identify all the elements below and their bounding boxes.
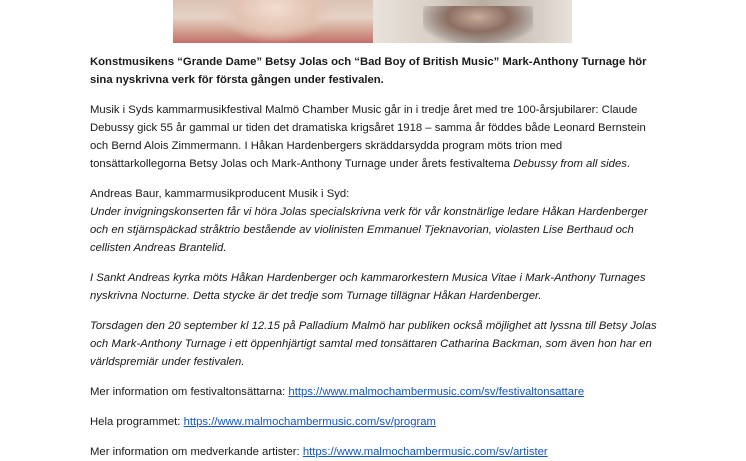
festival-theme: Debussy from all sides <box>513 158 627 170</box>
link-artists-row <box>90 443 660 461</box>
header-photos <box>173 0 572 43</box>
talk-paragraph: Torsdagen den 20 september kl 12.15 på Palladium Malmö har publiken också möjlighet att lyssna till Betsy Jolas och Mark-Anthony Turnage i ett öppenhjärtigt samtal med tonsättaren Catharina Backman, som även hon har en världspremiär under festivalen. <box>90 320 657 368</box>
link-festival-composers-row <box>90 383 660 401</box>
intro-text: Musik i Syds kammarmusikfestival Malmö Chamber Music går in i tredje året med tre 100-årsjubilarer: Claude Debussy gick 55 år gammal ur tiden det dramatiska krigsåret 1918 – samma år föddes både Leonard Bernstein och Bernd Alois Zimmermann. I Håkan Hardenbergers skräddarsydda program möts trion med tonsättarkollegorna Betsy Jolas och Mark-Anthony Turnage under årets festivaltema <box>90 104 646 170</box>
link-label: Mer information om festivaltonsättarna: <box>90 386 286 398</box>
link-program[interactable]: https://www.malmochambermusic.com/sv/program <box>183 416 436 428</box>
intro-end: . <box>626 158 631 170</box>
quote-block <box>90 185 660 257</box>
link-artists[interactable]: https://www.malmochambermusic.com/sv/artister <box>302 446 548 458</box>
quote-text: Under invigningskonserten får vi höra Jolas specialskrivna verk för vår konstnärlige ledare Håkan Hardenberger och en stjärnspäckad stråktrio bestående av violinisten Emmanuel Tjeknavorian, violasten Lise Berthaud och cellisten Andreas Brantelid. <box>90 206 648 254</box>
link-program-row <box>90 413 660 431</box>
link-festival-composers[interactable]: https://www.malmochambermusic.com/sv/festivaltonsattare <box>288 386 585 398</box>
intro-paragraph <box>90 101 660 173</box>
lead-paragraph: Konstmusikens “Grande Dame” Betsy Jolas och “Bad Boy of British Music” Mark-Anthony Turnage hör sina nyskrivna verk för första gången under festivalen. <box>90 56 647 86</box>
link-label: Mer information om medverkande artister: <box>90 446 300 458</box>
photo-betsy-jolas <box>173 0 373 43</box>
link-label: Hela programmet: <box>90 416 181 428</box>
photo-mark-anthony-turnage <box>373 0 572 43</box>
quote-speaker: Andreas Baur, kammarmusikproducent Musik i Syd: <box>90 188 350 200</box>
nocturne-paragraph: I Sankt Andreas kyrka möts Håkan Hardenberger och kammarorkestern Musica Vitae i Mark-Anthony Turnages nyskrivna Nocturne. Detta stycke är det tredje som Turnage tillägnar Håkan Hardenberger. <box>90 272 646 302</box>
press-release-body <box>90 53 660 461</box>
